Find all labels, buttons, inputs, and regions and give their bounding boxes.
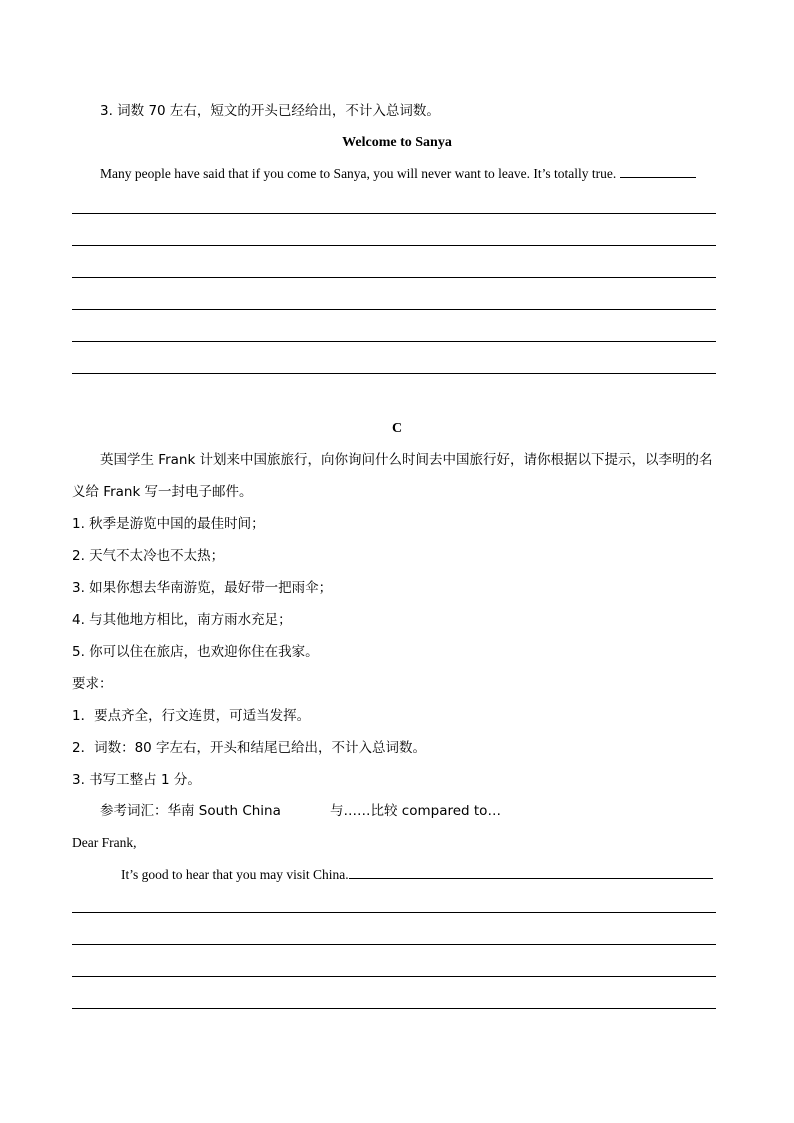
salutation: Dear Frank, bbox=[72, 835, 137, 850]
answer-line[interactable] bbox=[72, 277, 716, 278]
essay-opening bbox=[100, 165, 696, 183]
answer-blank[interactable] bbox=[349, 866, 713, 879]
hint-item: 4. 与其他地方相比，南方雨水充足； bbox=[72, 612, 292, 628]
answer-line[interactable] bbox=[72, 373, 716, 374]
prompt-line-1: 英国学生 Frank 计划来中国旅旅行，向你询问什么时间去中国旅行好，请你根据以下提示，以李明的名 bbox=[100, 452, 713, 468]
answer-line[interactable] bbox=[72, 976, 716, 977]
section-heading-c: C bbox=[391, 421, 403, 436]
requirement-item: 2．词数：80 字左右，开头和结尾已给出，不计入总词数。 bbox=[72, 740, 427, 756]
letter-opening bbox=[121, 866, 713, 884]
requirements-label: 要求： bbox=[72, 676, 113, 692]
answer-line[interactable] bbox=[72, 245, 716, 246]
answer-line[interactable] bbox=[72, 944, 716, 945]
hint-item: 3. 如果你想去华南游览，最好带一把雨伞； bbox=[72, 580, 333, 596]
prompt-line-2: 义给 Frank 写一封电子邮件。 bbox=[72, 484, 253, 500]
answer-line[interactable] bbox=[72, 1008, 716, 1009]
requirement-item: 1．要点齐全，行文连贯，可适当发挥。 bbox=[72, 708, 311, 724]
answer-line[interactable] bbox=[72, 912, 716, 913]
essay-opening-text: Many people have said that if you come to Sanya, you will never want to leave. It’s totally true. bbox=[100, 166, 617, 181]
hint-item: 5. 你可以住在旅店，也欢迎你住在我家。 bbox=[72, 644, 319, 660]
hint-item: 1. 秋季是游览中国的最佳时间； bbox=[72, 516, 265, 532]
letter-opening-text: It’s good to hear that you may visit China. bbox=[121, 867, 349, 882]
answer-line[interactable] bbox=[72, 213, 716, 214]
answer-blank[interactable] bbox=[620, 165, 696, 178]
reference-vocab-1: 参考词汇：华南 South China bbox=[100, 803, 281, 819]
requirement-word-count: 3. 词数 70 左右，短文的开头已经给出，不计入总词数。 bbox=[100, 103, 440, 119]
requirement-item: 3. 书写工整占 1 分。 bbox=[72, 772, 201, 788]
hint-item: 2. 天气不太冷也不太热； bbox=[72, 548, 225, 564]
answer-line[interactable] bbox=[72, 309, 716, 310]
essay-title: Welcome to Sanya bbox=[342, 135, 452, 150]
answer-line[interactable] bbox=[72, 341, 716, 342]
reference-vocab-2: 与……比较 compared to… bbox=[330, 803, 501, 819]
